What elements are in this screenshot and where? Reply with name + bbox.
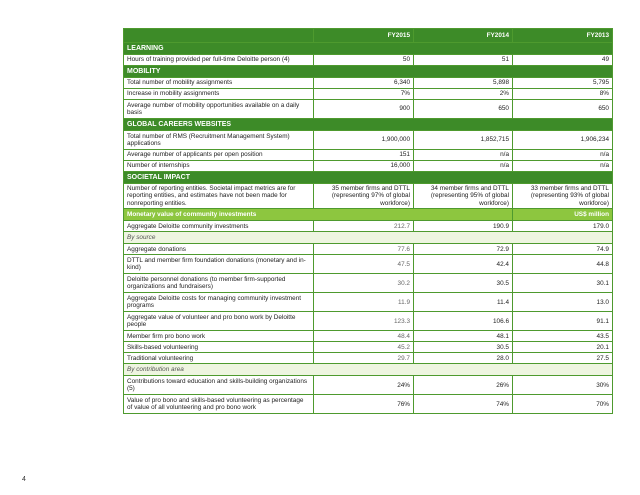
- value-cell: 8%: [513, 89, 613, 100]
- table-row: [124, 55, 613, 66]
- section-title: MOBILITY: [124, 66, 613, 78]
- value-cell: 91.1: [513, 312, 613, 331]
- value-cell: 48.4: [314, 331, 414, 342]
- value-cell: 190.9: [414, 221, 513, 232]
- value-cell: 179.0: [513, 221, 613, 232]
- value-cell: n/a: [513, 150, 613, 161]
- row-label: Hours of training provided per full-time Deloitte person (4): [124, 55, 314, 66]
- value-cell: 650: [513, 100, 613, 119]
- row-label: Total number of mobility assignments: [124, 78, 314, 89]
- metrics-table-body: [124, 29, 613, 414]
- section-header-societal-impact: [124, 172, 613, 184]
- monetary-title: Monetary value of community investments: [124, 209, 513, 221]
- metrics-table: [123, 28, 613, 414]
- table-row: [124, 331, 613, 342]
- value-cell: 24%: [314, 376, 414, 395]
- section-header-mobility: [124, 66, 613, 78]
- row-label: Number of internships: [124, 161, 314, 172]
- row-label: Contributions toward education and skills-building organizations (5): [124, 376, 314, 395]
- year-header-fy2015: FY2015: [314, 29, 414, 43]
- table-row: [124, 293, 613, 312]
- year-header-fy2014: FY2014: [414, 29, 513, 43]
- monetary-unit: US$ million: [513, 209, 613, 221]
- value-cell: 30.2: [314, 274, 414, 293]
- value-cell: 30.5: [414, 342, 513, 353]
- value-cell: 77.6: [314, 244, 414, 255]
- section-title: LEARNING: [124, 43, 613, 55]
- value-cell: 5,898: [414, 78, 513, 89]
- row-label: Average number of mobility opportunities available on a daily basis: [124, 100, 314, 119]
- table-row: [124, 78, 613, 89]
- subsection-header-by-contribution-area: [124, 364, 613, 376]
- monetary-header-row: [124, 209, 613, 221]
- header-row: [124, 29, 613, 43]
- value-cell: 30%: [513, 376, 613, 395]
- header-label-cell: [124, 29, 314, 43]
- value-cell: 30.1: [513, 274, 613, 293]
- value-cell: 74%: [414, 395, 513, 414]
- year-header-fy2013: FY2013: [513, 29, 613, 43]
- value-cell: 11.9: [314, 293, 414, 312]
- table-row: [124, 184, 613, 209]
- value-cell: 16,000: [314, 161, 414, 172]
- value-cell: 45.2: [314, 342, 414, 353]
- table-row: [124, 255, 613, 274]
- section-header-learning: [124, 43, 613, 55]
- value-cell: 2%: [414, 89, 513, 100]
- value-cell: 5,795: [513, 78, 613, 89]
- value-cell: 29.7: [314, 353, 414, 364]
- row-label: Traditional volunteering: [124, 353, 314, 364]
- value-cell: 49: [513, 55, 613, 66]
- table-row: [124, 342, 613, 353]
- table-row: [124, 131, 613, 150]
- value-cell: 212.7: [314, 221, 414, 232]
- value-cell: 6,340: [314, 78, 414, 89]
- table-row: [124, 221, 613, 232]
- value-cell: n/a: [414, 161, 513, 172]
- table-row: [124, 89, 613, 100]
- row-label: Member firm pro bono work: [124, 331, 314, 342]
- table-row: [124, 274, 613, 293]
- value-cell: 33 member firms and DTTL (representing 93% of global workforce): [513, 184, 613, 209]
- table-row: [124, 150, 613, 161]
- subsection-title: By source: [124, 232, 613, 244]
- value-cell: 47.5: [314, 255, 414, 274]
- value-cell: 13.0: [513, 293, 613, 312]
- value-cell: 151: [314, 150, 414, 161]
- value-cell: 26%: [414, 376, 513, 395]
- table-row: [124, 376, 613, 395]
- table-row: [124, 244, 613, 255]
- page-number: 4: [22, 476, 26, 483]
- row-label: Number of reporting entities. Societal impact metrics are for reporting entities, and estimates have not been made for nonreporting entities.: [124, 184, 314, 209]
- value-cell: 76%: [314, 395, 414, 414]
- row-label: Skills-based volunteering: [124, 342, 314, 353]
- value-cell: 72.9: [414, 244, 513, 255]
- table-row: [124, 161, 613, 172]
- row-label: Average number of applicants per open position: [124, 150, 314, 161]
- table-row: [124, 353, 613, 364]
- value-cell: 20.1: [513, 342, 613, 353]
- value-cell: 1,906,234: [513, 131, 613, 150]
- table-row: [124, 395, 613, 414]
- table-row: [124, 100, 613, 119]
- row-label: Increase in mobility assignments: [124, 89, 314, 100]
- row-label: Aggregate Deloitte community investments: [124, 221, 314, 232]
- value-cell: 48.1: [414, 331, 513, 342]
- row-label: Total number of RMS (Recruitment Management System) applications: [124, 131, 314, 150]
- subsection-title: By contribution area: [124, 364, 613, 376]
- section-title: GLOBAL CAREERS WEBSITES: [124, 119, 613, 131]
- section-title: SOCIETAL IMPACT: [124, 172, 613, 184]
- value-cell: n/a: [414, 150, 513, 161]
- value-cell: 51: [414, 55, 513, 66]
- value-cell: n/a: [513, 161, 613, 172]
- value-cell: 27.5: [513, 353, 613, 364]
- row-label: Value of pro bono and skills-based volunteering as percentage of value of all volunteering and pro bono work: [124, 395, 314, 414]
- value-cell: 74.9: [513, 244, 613, 255]
- row-label: Deloitte personnel donations (to member firm-supported organizations and fundraisers): [124, 274, 314, 293]
- value-cell: 42.4: [414, 255, 513, 274]
- value-cell: 50: [314, 55, 414, 66]
- row-label: Aggregate donations: [124, 244, 314, 255]
- value-cell: 900: [314, 100, 414, 119]
- value-cell: 35 member firms and DTTL (representing 97% of global workforce): [314, 184, 414, 209]
- value-cell: 106.6: [414, 312, 513, 331]
- value-cell: 43.5: [513, 331, 613, 342]
- row-label: DTTL and member firm foundation donations (monetary and in-kind): [124, 255, 314, 274]
- row-label: Aggregate Deloitte costs for managing community investment programs: [124, 293, 314, 312]
- value-cell: 28.0: [414, 353, 513, 364]
- value-cell: 30.5: [414, 274, 513, 293]
- value-cell: 11.4: [414, 293, 513, 312]
- value-cell: 44.8: [513, 255, 613, 274]
- value-cell: 650: [414, 100, 513, 119]
- value-cell: 1,900,000: [314, 131, 414, 150]
- value-cell: 123.3: [314, 312, 414, 331]
- table-row: [124, 312, 613, 331]
- value-cell: 1,852,715: [414, 131, 513, 150]
- value-cell: 7%: [314, 89, 414, 100]
- row-label: Aggregate value of volunteer and pro bono work by Deloitte people: [124, 312, 314, 331]
- value-cell: 34 member firms and DTTL (representing 95% of global workforce): [414, 184, 513, 209]
- value-cell: 70%: [513, 395, 613, 414]
- section-header-global-careers-websites: [124, 119, 613, 131]
- subsection-header-by-source: [124, 232, 613, 244]
